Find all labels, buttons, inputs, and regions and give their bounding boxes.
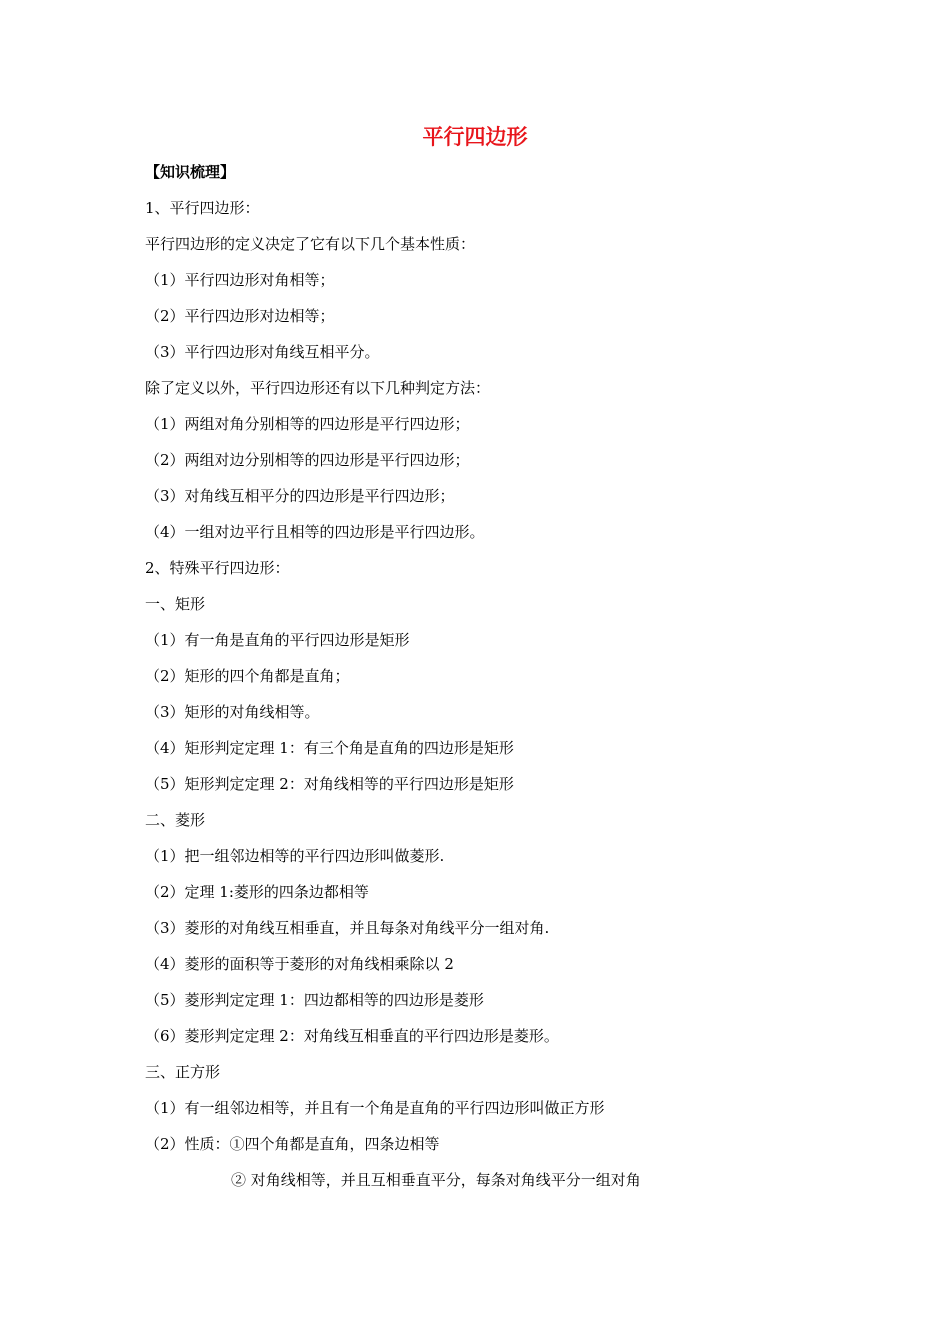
text-line-27: （2）性质：①四个角都是直角，四条边相等 — [145, 1135, 440, 1153]
text-line-22: （4）菱形的面积等于菱形的对角线相乘除以 2 — [145, 955, 454, 973]
text-line-17: （5）矩形判定定理 2：对角线相等的平行四边形是矩形 — [145, 775, 514, 793]
text-line-12: 一、矩形 — [145, 595, 206, 613]
text-line-14: （2）矩形的四个角都是直角； — [145, 667, 350, 685]
text-line-5: （3）平行四边形对角线互相平分。 — [145, 343, 380, 361]
text-line-1: 1、平行四边形： — [145, 199, 260, 217]
text-line-9: （3）对角线互相平分的四边形是平行四边形； — [145, 487, 455, 505]
text-line-13: （1）有一角是直角的平行四边形是矩形 — [145, 631, 410, 649]
text-line-20: （2）定理 1:菱形的四条边都相等 — [145, 883, 369, 901]
text-line-21: （3）菱形的对角线互相垂直，并且每条对角线平分一组对角. — [145, 919, 550, 937]
text-line-6: 除了定义以外，平行四边形还有以下几种判定方法： — [145, 379, 491, 397]
text-line-7: （1）两组对角分别相等的四边形是平行四边形； — [145, 415, 470, 433]
text-line-2: 平行四边形的定义决定了它有以下几个基本性质： — [145, 235, 476, 253]
text-line-23: （5）菱形判定定理 1：四边都相等的四边形是菱形 — [145, 991, 484, 1009]
text-line-26: （1）有一组邻边相等，并且有一个角是直角的平行四边形叫做正方形 — [145, 1099, 605, 1117]
page-title: 平行四边形 — [422, 125, 528, 149]
text-line-19: （1）把一组邻边相等的平行四边形叫做菱形. — [145, 847, 445, 865]
section-heading: 【知识梳理】 — [145, 163, 236, 181]
text-line-16: （4）矩形判定定理 1：有三个角是直角的四边形是矩形 — [145, 739, 514, 757]
document-body — [145, 160, 825, 1204]
text-line-11: 2、特殊平行四边形： — [145, 559, 290, 577]
text-line-8: （2）两组对边分别相等的四边形是平行四边形； — [145, 451, 470, 469]
text-line-4: （2）平行四边形对边相等； — [145, 307, 335, 325]
text-line-25: 三、正方形 — [145, 1063, 221, 1081]
text-line-15: （3）矩形的对角线相等。 — [145, 703, 320, 721]
text-line-10: （4）一组对边平行且相等的四边形是平行四边形。 — [145, 523, 485, 541]
text-line-18: 二、菱形 — [145, 811, 206, 829]
text-line-28: ② 对角线相等，并且互相垂直平分，每条对角线平分一组对角 — [231, 1171, 641, 1189]
text-line-3: （1）平行四边形对角相等； — [145, 271, 335, 289]
text-line-24: （6）菱形判定定理 2：对角线互相垂直的平行四边形是菱形。 — [145, 1027, 559, 1045]
